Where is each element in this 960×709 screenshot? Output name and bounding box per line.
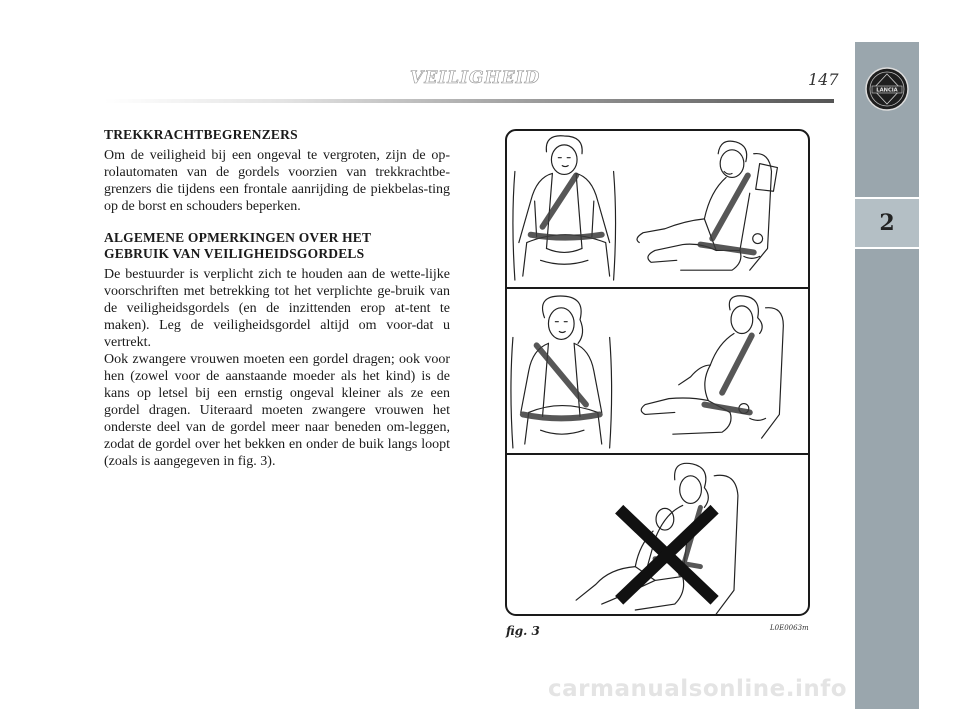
- paragraph-driver-obligation: De bestuurder is verplicht zich te houden aan de wette-lijke voorschriften met betrekking tot het verplichte ge-bruik van de veiligheidsgordels (en de inzittenden erop at-tent te maken). Leg de veiligheidsgordel altijd om voor-dat u vertrekt.: [104, 267, 450, 350]
- figure-seatbelt-illustration: [505, 129, 810, 616]
- illustration-driver-seatbelt: [507, 131, 808, 287]
- page-number: 147: [808, 70, 839, 89]
- figure-code: L0E0063m: [770, 624, 809, 632]
- lancia-logo-icon: [864, 66, 910, 112]
- figure-caption: fig. 3: [506, 624, 540, 638]
- header-rule: [104, 99, 834, 103]
- chapter-tab[interactable]: 2: [855, 197, 919, 249]
- watermark: carmanualsonline.info: [548, 676, 848, 702]
- heading-load-limiters: TREKKRACHTBEGRENZERS: [104, 127, 298, 142]
- heading-general-notes-line2: GEBRUIK VAN VEILIGHEIDSGORDELS: [104, 246, 365, 261]
- illustration-incorrect-child-on-lap: [507, 455, 808, 616]
- paragraph-load-limiters: Om de veiligheid bij een ongeval te vergroten, zijn de op-rolautomaten van de gordels voorzien van trekkrachtbe-grenzers die tijdens een frontale aanrijding de piekbelas-ting op de borst en schouders beperken.: [104, 148, 450, 214]
- heading-general-notes-line1: ALGEMENE OPMERKINGEN OVER HET: [104, 230, 372, 245]
- paragraph-pregnant-women: Ook zwangere vrouwen moeten een gordel dragen; ook voor hen (zowel voor de aanstaande moeder als het kind) is de kans op letsel bij een ernstig ongeval kleiner als ze een gordel dragen. Uiteraard moeten zwangere vrouwen het onderste deel van de gordel meer naar beneden om-leggen, zodat de gordel over het bekken en onder de buik langs loopt (zoals is aangegeven in fig. 3).: [104, 352, 450, 469]
- svg-text:LANCIA: LANCIA: [876, 87, 898, 94]
- illustration-pregnant-seatbelt: [507, 289, 808, 453]
- text-column: [104, 127, 450, 470]
- side-tab-strip: [855, 42, 919, 709]
- section-title: VEILIGHEID: [410, 68, 541, 88]
